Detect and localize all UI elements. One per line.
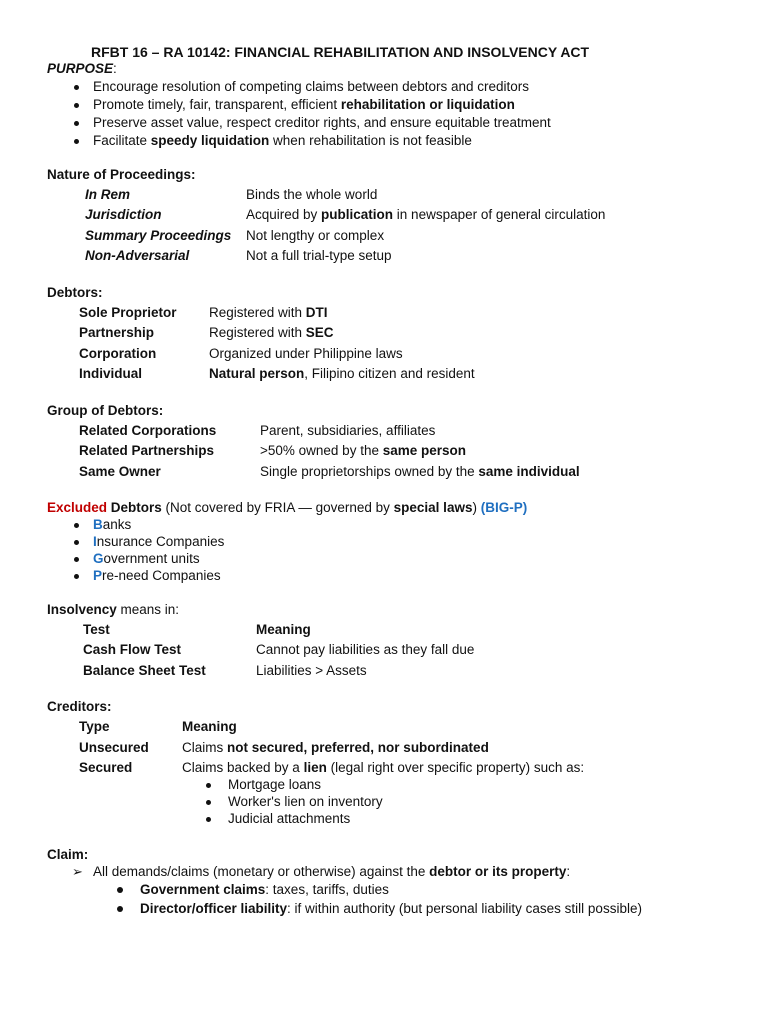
claim-item-bold: Government claims <box>140 882 266 897</box>
group-term: Related Corporations <box>79 423 217 438</box>
insolvency-test: Cash Flow Test <box>83 642 182 657</box>
bullet-icon <box>206 783 211 788</box>
excluded-note: (Not covered by FRIA — governed by <box>161 500 394 515</box>
document-title: RFBT 16 – RA 10142: FINANCIAL REHABILITATION AND INSOLVENCY ACT <box>91 44 590 60</box>
bullet-icon <box>74 103 79 108</box>
group-desc <box>260 422 435 440</box>
nature-desc-text: Acquired by <box>246 207 322 222</box>
creditor-meaning-bold: lien <box>303 760 327 775</box>
excluded-item-letter: P <box>93 568 103 583</box>
excluded-label: Excluded <box>47 500 108 515</box>
claim-line <box>93 863 570 881</box>
arrow-bullet-icon: ➢ <box>72 864 83 879</box>
purpose-heading-text: PURPOSE <box>47 61 114 76</box>
excluded-item <box>93 550 200 568</box>
creditor-meaning <box>182 759 584 777</box>
excluded-item-text: anks <box>102 517 132 532</box>
bullet-icon <box>74 540 79 545</box>
group-desc-text: >50% owned by the <box>260 443 383 458</box>
creditors-heading: Creditors: <box>47 699 112 714</box>
debtor-desc <box>209 345 403 363</box>
excluded-note-close: ) <box>472 500 481 515</box>
secured-example: Mortgage loans <box>228 777 322 792</box>
claim-line-bold: debtor or its property <box>429 864 567 879</box>
debtor-desc <box>209 365 475 383</box>
bullet-icon <box>74 121 79 126</box>
insolvency-test: Balance Sheet Test <box>83 663 206 678</box>
insolvency-label-rest: means in: <box>116 602 180 617</box>
bullet-icon <box>74 574 79 579</box>
purpose-item-text: when rehabilitation is not feasible <box>269 133 472 148</box>
creditor-meaning-text: (legal right over specific property) such as: <box>326 760 585 775</box>
group-desc <box>260 442 466 460</box>
nature-desc-bold: publication <box>321 207 394 222</box>
nature-desc-text: in newspaper of general circulation <box>393 207 606 222</box>
nature-heading: Nature of Proceedings: <box>47 167 196 182</box>
debtor-desc <box>209 304 328 322</box>
debtors-heading: Debtors: <box>47 285 103 300</box>
creditor-meaning <box>182 739 489 757</box>
secured-example: Judicial attachments <box>228 811 351 826</box>
debtor-desc-bold: SEC <box>305 325 334 340</box>
claim-item-text: : if within authority (but personal liability cases still possible) <box>287 901 642 916</box>
group-desc-bold: same person <box>382 443 467 458</box>
claim-line-text: All demands/claims (monetary or otherwise) against the <box>93 864 430 879</box>
creditor-meaning-text: Claims backed by a <box>182 760 304 775</box>
purpose-heading <box>47 60 117 78</box>
insolvency-meaning: Cannot pay liabilities as they fall due <box>256 642 475 657</box>
excluded-item-text: nsurance Companies <box>96 534 225 549</box>
excluded-heading <box>47 499 527 517</box>
nature-desc <box>246 206 605 224</box>
group-heading: Group of Debtors: <box>47 403 164 418</box>
nature-term: Non-Adversarial <box>85 248 190 263</box>
excluded-item-letter: G <box>93 551 104 566</box>
nature-term: In Rem <box>85 187 131 202</box>
purpose-item-bold: rehabilitation or liquidation <box>340 97 515 112</box>
excluded-acronym: (BIG-P) <box>480 500 528 515</box>
creditor-type: Unsecured <box>79 740 149 755</box>
insolvency-meaning: Liabilities > Assets <box>256 663 367 678</box>
creditor-type: Secured <box>79 760 133 775</box>
excluded-item-text: re-need Companies <box>102 568 221 583</box>
debtor-term: Partnership <box>79 325 155 340</box>
debtor-term: Individual <box>79 366 143 381</box>
bullet-icon <box>206 817 211 822</box>
nature-term: Summary Proceedings <box>85 228 232 243</box>
claim-item <box>140 900 642 918</box>
debtor-desc-bold: Natural person <box>209 366 305 381</box>
excluded-debtors-label: Debtors <box>107 500 162 515</box>
insolvency-label: Insolvency <box>47 602 117 617</box>
purpose-item <box>93 78 529 96</box>
purpose-item <box>93 132 472 150</box>
nature-term: Jurisdiction <box>85 207 162 222</box>
purpose-item-bold: speedy liquidation <box>150 133 270 148</box>
group-desc-text: Parent, subsidiaries, affiliates <box>260 423 436 438</box>
purpose-item <box>93 96 515 114</box>
insolvency-heading <box>47 601 179 619</box>
bullet-icon <box>117 906 123 912</box>
creditors-header-type: Type <box>79 719 110 734</box>
secured-example: Worker's lien on inventory <box>228 794 383 809</box>
nature-desc <box>246 247 392 265</box>
excluded-item <box>93 533 224 551</box>
purpose-item-text: Facilitate <box>93 133 151 148</box>
purpose-item-text: Encourage resolution of competing claims between debtors and creditors <box>93 79 529 94</box>
debtor-term: Sole Proprietor <box>79 305 177 320</box>
creditor-meaning-text: Claims <box>182 740 228 755</box>
nature-desc-text: Not a full trial-type setup <box>246 248 392 263</box>
debtor-desc-text: Registered with <box>209 305 306 320</box>
creditor-meaning-bold: not secured, preferred, nor subordinated <box>227 740 489 755</box>
excluded-item <box>93 516 131 534</box>
insolvency-header-meaning: Meaning <box>256 622 311 637</box>
group-term: Same Owner <box>79 464 161 479</box>
claim-item-text: : taxes, tariffs, duties <box>265 882 389 897</box>
nature-desc-text: Not lengthy or complex <box>246 228 385 243</box>
debtor-desc-text: Organized under Philippine laws <box>209 346 403 361</box>
purpose-item-text: Promote timely, fair, transparent, efficient <box>93 97 341 112</box>
group-term: Related Partnerships <box>79 443 215 458</box>
bullet-icon <box>74 139 79 144</box>
group-desc-bold: same individual <box>478 464 580 479</box>
debtor-desc-text: , Filipino citizen and resident <box>304 366 475 381</box>
bullet-icon <box>74 523 79 528</box>
nature-desc <box>246 227 384 245</box>
debtor-desc <box>209 324 334 342</box>
nature-desc <box>246 186 377 204</box>
bullet-icon <box>117 887 123 893</box>
group-desc <box>260 463 580 481</box>
debtor-desc-bold: DTI <box>305 305 328 320</box>
claim-item-bold: Director/officer liability <box>140 901 288 916</box>
claim-item <box>140 881 389 899</box>
insolvency-header-test: Test <box>83 622 110 637</box>
excluded-item-letter: I <box>93 534 97 549</box>
group-desc-text: Single proprietorships owned by the <box>260 464 479 479</box>
excluded-item-letter: B <box>93 517 103 532</box>
debtor-term: Corporation <box>79 346 157 361</box>
claim-line-text: : <box>566 864 571 879</box>
purpose-item-text: Preserve asset value, respect creditor rights, and ensure equitable treatment <box>93 115 551 130</box>
purpose-item <box>93 114 551 132</box>
bullet-icon <box>74 557 79 562</box>
purpose-colon: : <box>113 61 117 76</box>
bullet-icon <box>74 85 79 90</box>
nature-desc-text: Binds the whole world <box>246 187 378 202</box>
claim-heading: Claim: <box>47 847 89 862</box>
creditors-header-meaning: Meaning <box>182 719 237 734</box>
excluded-special-laws: special laws <box>393 500 473 515</box>
excluded-item <box>93 567 221 585</box>
bullet-icon <box>206 800 211 805</box>
debtor-desc-text: Registered with <box>209 325 306 340</box>
excluded-item-text: overnment units <box>103 551 200 566</box>
